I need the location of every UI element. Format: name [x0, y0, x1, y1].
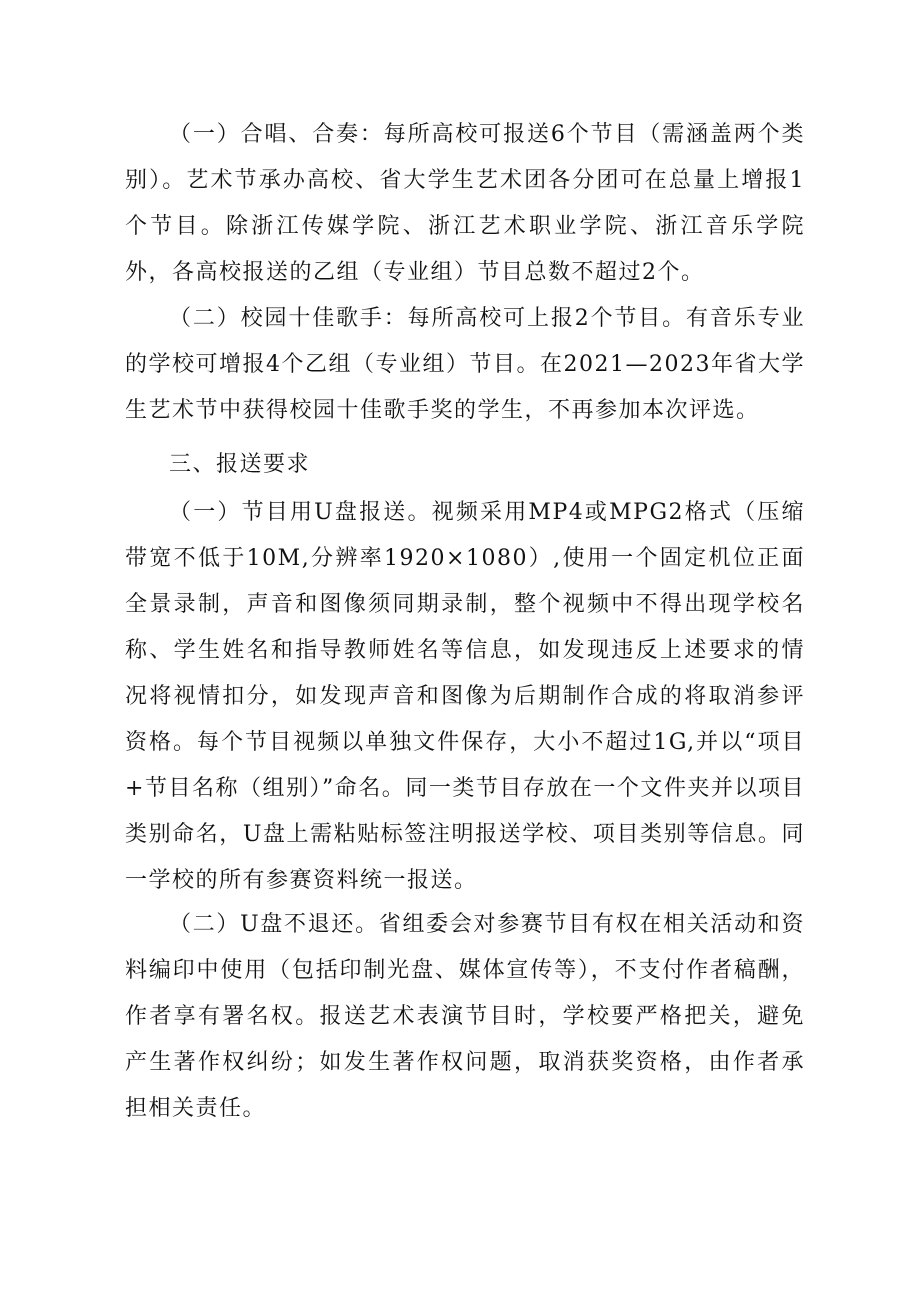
paragraph-campus-top-ten-singers: （二）校园十佳歌手：每所高校可上报2个节目。有音乐专业的学校可增报4个乙组（专业组）节目。在2021—2023年省大学生艺术节中获得校园十佳歌手奖的学生，不再参加本次评选。 — [125, 306, 805, 423]
paragraph-chorus-ensemble: （一）合唱、合奏：每所高校可报送6个节目（需涵盖两个类别）。艺术节承办高校、省大学生艺术团各分团可在总量上增报1个节目。除浙江传媒学院、浙江艺术职业学院、浙江音乐学院外，各高校报送的乙组（专业组）节目总数不超过2个。 — [125, 122, 805, 285]
section-heading-submission-requirements: 三、报送要求 — [169, 452, 311, 477]
paragraph-usb-not-returned: （二）U盘不退还。省组委会对参赛节目有权在相关活动和资料编印中使用（包括印制光盘、媒体宣传等），不支付作者稿酬，作者享有署名权。报送艺术表演节目时，学校要严格把关，避免产生著作权纠纷；如发生著作权问题，取消获奖资格，由作者承担相关责任。 — [125, 912, 805, 1121]
paragraph-usb-submission: （一）节目用U盘报送。视频采用MP4或MPG2格式（压缩带宽不低于10M,分辨率1920×1080）,使用一个固定机位正面全景录制，声音和图像须同期录制，整个视频中不得出现学校名称、学生姓名和指导教师姓名等信息，如发现违反上述要求的情况将视情扣分，如发现声音和图像为后期制作合成的将取消参评资格。每个节目视频以单独文件保存，大小不超过1G,并以“项目+节目名称（组别）”命名。同一类节目存放在一个文件夹并以项目类别命名，U盘上需粘贴标签注明报送学校、项目类别等信息。同一学校的所有参赛资料统一报送。 — [125, 500, 805, 893]
